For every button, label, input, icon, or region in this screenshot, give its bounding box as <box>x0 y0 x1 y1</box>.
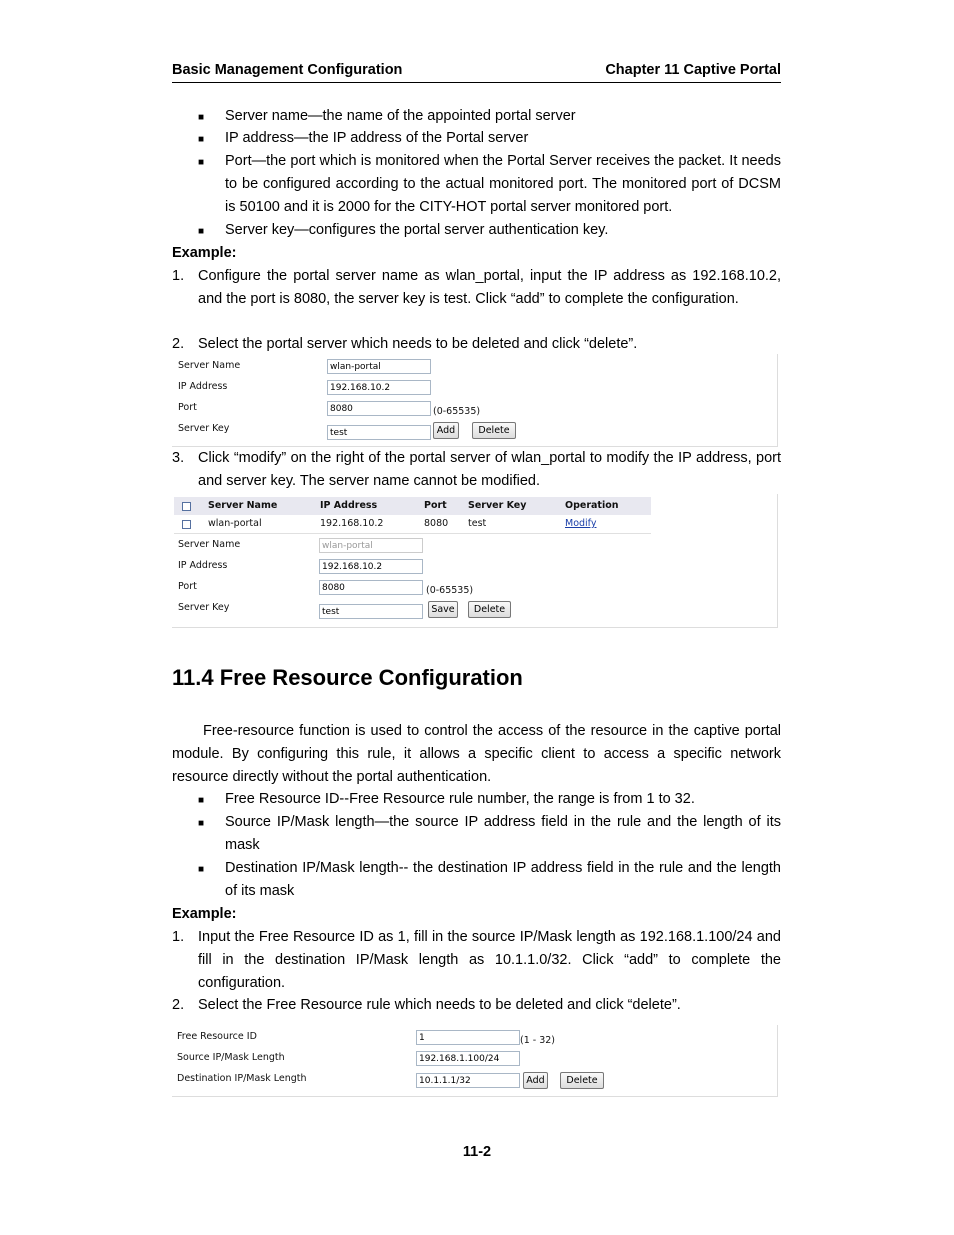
bullet-text: Port—the port which is monitored when the Portal Server receives the packet. It needs to be configured according to the actual monitored port. The monitored port of DCSM is 50100 and it is 2000 for the CITY-HOT portal server monitored port. <box>225 153 781 215</box>
modify-link[interactable]: Modify <box>565 518 597 529</box>
server-key-input[interactable]: test <box>327 425 431 440</box>
step-number: 2. <box>172 336 185 352</box>
table-header: Server Name <box>208 500 278 511</box>
bullet-icon: ■ <box>198 226 205 237</box>
free-resource-id-input[interactable]: 1 <box>416 1030 520 1045</box>
table-cell: 8080 <box>424 518 449 529</box>
label-ip-address: IP Address <box>178 560 228 571</box>
table-cell: wlan-portal <box>208 518 262 529</box>
bullet-text: IP address—the IP address of the Portal server <box>225 130 529 146</box>
label-free-resource-id: Free Resource ID <box>177 1031 257 1042</box>
bullet-text: Destination IP/Mask length-- the destination IP address field in the rule and the length of its mask <box>225 860 781 899</box>
bullet-icon: ■ <box>198 134 205 145</box>
bullet-text: Source IP/Mask length—the source IP address field in the rule and the length of its mask <box>225 814 781 853</box>
port-range-hint: (0-65535) <box>426 585 474 596</box>
port-input[interactable]: 8080 <box>327 401 431 416</box>
example-label: Example: <box>172 245 237 261</box>
bullet-icon: ■ <box>198 112 205 123</box>
step-number: 2. <box>172 997 185 1013</box>
delete-button[interactable]: Delete <box>472 422 516 439</box>
id-range-hint: (1 - 32) <box>520 1035 556 1046</box>
step-text: Select the Free Resource rule which needs to be deleted and click “delete”. <box>198 997 681 1013</box>
add-button[interactable]: Add <box>523 1072 548 1089</box>
port-input[interactable]: 8080 <box>319 580 423 595</box>
table-cell: 192.168.10.2 <box>320 518 384 529</box>
bullet-icon: ■ <box>198 795 205 806</box>
page-number: 11-2 <box>462 1144 492 1160</box>
bullet-icon: ■ <box>198 864 205 875</box>
label-source-ip: Source IP/Mask Length <box>177 1052 285 1063</box>
destination-ip-input[interactable]: 10.1.1.1/32 <box>416 1073 520 1088</box>
save-button[interactable]: Save <box>428 601 458 618</box>
table-header: IP Address <box>320 500 378 511</box>
table-cell: test <box>468 518 487 529</box>
server-key-input[interactable]: test <box>319 604 423 619</box>
header-left: Basic Management Configuration <box>172 62 403 78</box>
page-header <box>172 62 781 83</box>
step-text: Click “modify” on the right of the portal server of wlan_portal to modify the IP address, port and server key. The server name cannot be modified. <box>198 450 781 489</box>
label-server-key: Server Key <box>178 602 230 613</box>
table-header: Port <box>424 500 447 511</box>
port-range-hint: (0-65535) <box>433 406 481 417</box>
bullet-text: Free Resource ID--Free Resource rule number, the range is from 1 to 32. <box>225 791 695 807</box>
label-port: Port <box>178 581 197 592</box>
add-button[interactable]: Add <box>433 422 459 439</box>
step-number: 3. <box>172 450 185 466</box>
table-header: Server Key <box>468 500 527 511</box>
label-ip-address: IP Address <box>178 381 228 392</box>
bullet-icon: ■ <box>198 818 205 829</box>
delete-button[interactable]: Delete <box>560 1072 604 1089</box>
ip-address-input[interactable]: 192.168.10.2 <box>319 559 423 574</box>
source-ip-input[interactable]: 192.168.1.100/24 <box>416 1051 520 1066</box>
select-all-checkbox[interactable] <box>182 502 191 511</box>
delete-button[interactable]: Delete <box>468 601 511 618</box>
server-name-input-disabled: wlan-portal <box>319 538 423 553</box>
label-server-name: Server Name <box>178 539 241 550</box>
label-server-key: Server Key <box>178 423 230 434</box>
label-destination-ip: Destination IP/Mask Length <box>177 1073 307 1084</box>
server-name-input[interactable]: wlan-portal <box>327 359 431 374</box>
step-text: Select the portal server which needs to be deleted and click “delete”. <box>198 336 638 352</box>
table-header: Operation <box>565 500 619 511</box>
header-right: Chapter 11 Captive Portal <box>605 62 781 78</box>
step-number: 1. <box>172 268 185 284</box>
step-number: 1. <box>172 929 185 945</box>
section-intro: Free-resource function is used to control the access of the resource in the captive portal module. By configuring this rule, it allows a specific client to access a specific network resource directly without the portal authentication. <box>172 723 781 785</box>
label-server-name: Server Name <box>178 360 241 371</box>
ip-address-input[interactable]: 192.168.10.2 <box>327 380 431 395</box>
step-text: Configure the portal server name as wlan_portal, input the IP address as 192.168.10.2, and the port is 8080, the server key is test. Click “add” to complete the configuration. <box>198 268 781 307</box>
step-text: Input the Free Resource ID as 1, fill in the source IP/Mask length as 192.168.1.100/24 and fill in the destination IP/Mask length as 10.1.1.0/32. Click “add” to complete the configuration. <box>198 929 781 991</box>
bullet-text: Server name—the name of the appointed portal server <box>225 108 576 124</box>
label-port: Port <box>178 402 197 413</box>
bullet-icon: ■ <box>198 157 205 168</box>
row-checkbox[interactable] <box>182 520 191 529</box>
example-label: Example: <box>172 906 237 922</box>
section-title: 11.4 Free Resource Configuration <box>172 665 523 690</box>
bullet-text: Server key—configures the portal server authentication key. <box>225 222 609 238</box>
